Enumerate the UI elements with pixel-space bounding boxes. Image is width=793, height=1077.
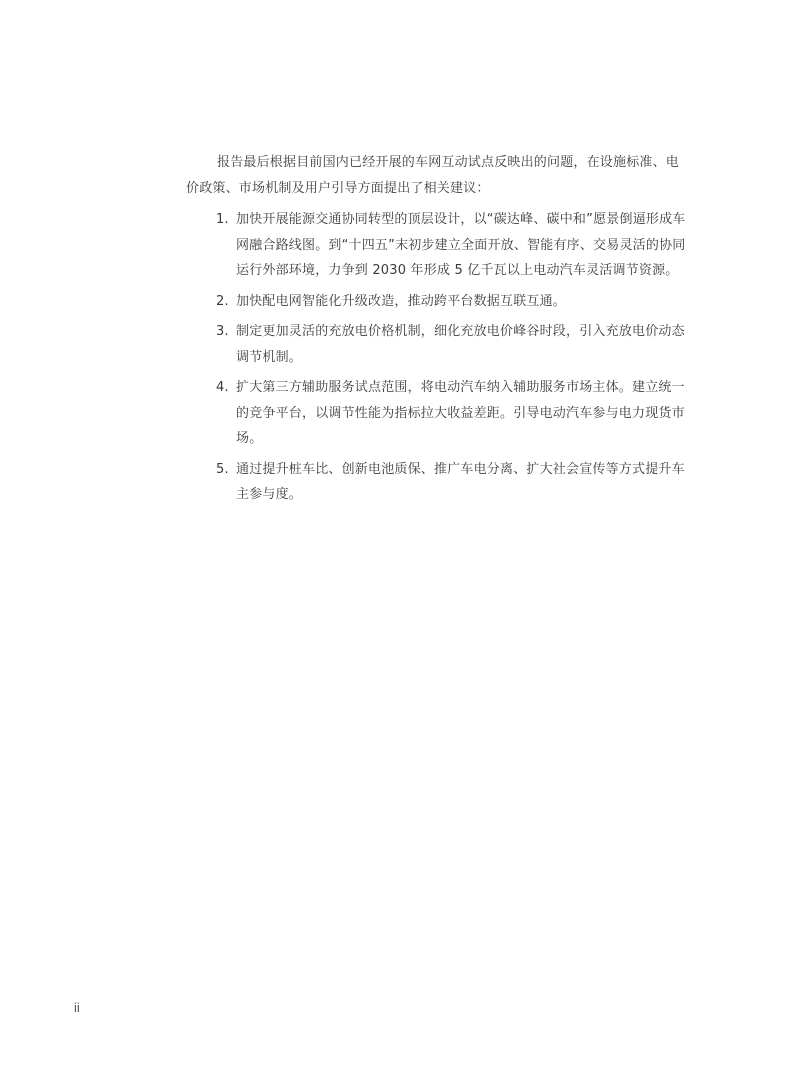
- list-item-number: 2.: [216, 293, 229, 309]
- list-item-text: 通过提升桩车比、创新电池质保、推广车电分离、扩大社会宣传等方式提升车主参与度。: [236, 461, 685, 502]
- list-item: [216, 319, 686, 370]
- list-item-text: 加快开展能源交通协同转型的顶层设计，以“碳达峰、碳中和”愿景倒逼形成车网融合路线图。到“十四五”末初步建立全面开放、智能有序、交易灵活的协同运行外部环境，力争到 2030 年形成 5 亿千瓦以上电动汽车灵活调节资源。: [236, 212, 686, 278]
- list-item: [216, 457, 686, 508]
- list-item-text: 制定更加灵活的充放电价格机制，细化充放电价峰谷时段，引入充放电价动态调节机制。: [236, 324, 685, 365]
- list-item-text: 扩大第三方辅助服务试点范围，将电动汽车纳入辅助服务市场主体。建立统一的竞争平台，以调节性能为指标拉大收益差距。引导电动汽车参与电力现货市场。: [236, 380, 685, 446]
- list-item-text: 加快配电网智能化升级改造，推动跨平台数据互联互通。: [236, 293, 567, 309]
- list-item-number: 5.: [216, 461, 229, 477]
- list-item-number: 4.: [216, 380, 229, 395]
- page-number: ii: [74, 1000, 80, 1015]
- recommendation-list: [216, 207, 686, 513]
- intro-paragraph: 报告最后根据目前国内已经开展的车网互动试点反映出的问题，在设施标准、电价政策、市场机制及用户引导方面提出了相关建议：: [186, 155, 680, 196]
- list-item-number: 1.: [216, 212, 229, 227]
- list-item: [216, 289, 686, 315]
- list-item-number: 3.: [216, 324, 229, 339]
- list-item: [216, 207, 686, 284]
- list-item: [216, 375, 686, 452]
